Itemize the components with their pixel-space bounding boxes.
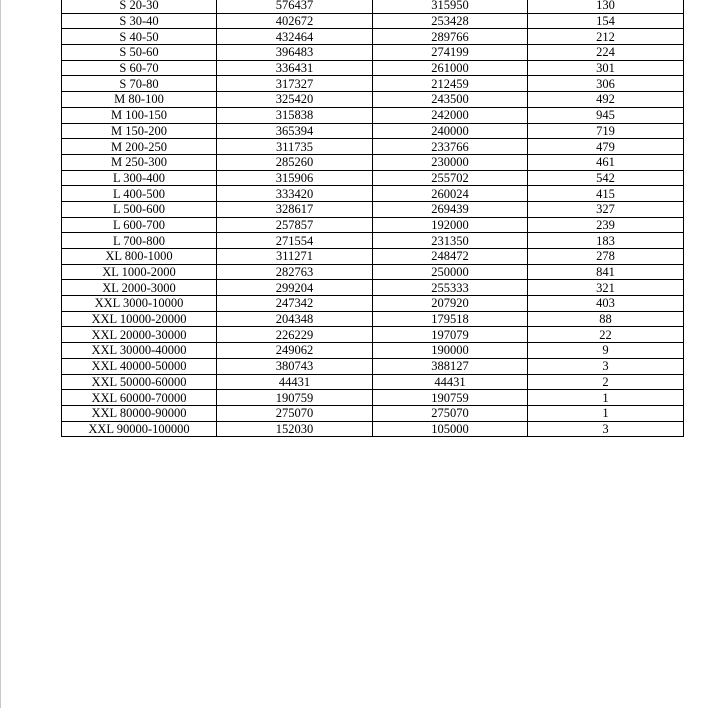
table-cell: XXL 20000-30000 [62, 327, 217, 343]
table-cell: 396483 [217, 45, 373, 61]
table-cell: 130 [528, 0, 684, 13]
table-cell: M 250-300 [62, 154, 217, 170]
table-cell: L 700-800 [62, 233, 217, 249]
table-cell: XXL 50000-60000 [62, 374, 217, 390]
table-row [62, 29, 684, 45]
table-cell: 388127 [373, 358, 528, 374]
table-cell: 239 [528, 217, 684, 233]
table-cell: S 40-50 [62, 29, 217, 45]
table-row [62, 264, 684, 280]
table-cell: 261000 [373, 60, 528, 76]
table-cell: XL 1000-2000 [62, 264, 217, 280]
table-cell: S 70-80 [62, 76, 217, 92]
table-cell: XL 2000-3000 [62, 280, 217, 296]
table-row [62, 45, 684, 61]
table-cell: 152030 [217, 421, 373, 437]
table-cell: 179518 [373, 311, 528, 327]
table-cell: 333420 [217, 186, 373, 202]
table-cell: 212459 [373, 76, 528, 92]
table-cell: 321 [528, 280, 684, 296]
table-cell: 105000 [373, 421, 528, 437]
table-cell: 248472 [373, 249, 528, 265]
table-cell: 44431 [217, 374, 373, 390]
table-cell: 380743 [217, 358, 373, 374]
table-cell: L 500-600 [62, 201, 217, 217]
table-cell: XXL 60000-70000 [62, 390, 217, 406]
page-edge [0, 0, 1, 708]
table-cell: 224 [528, 45, 684, 61]
table-cell: 285260 [217, 154, 373, 170]
table-cell: 317327 [217, 76, 373, 92]
table-cell: 192000 [373, 217, 528, 233]
table-cell: S 60-70 [62, 60, 217, 76]
table-cell: 240000 [373, 123, 528, 139]
table-row [62, 390, 684, 406]
table-cell: 327 [528, 201, 684, 217]
table-cell: 1 [528, 405, 684, 421]
table-row [62, 76, 684, 92]
table-row [62, 249, 684, 265]
table-cell: 3 [528, 421, 684, 437]
table-cell: 289766 [373, 29, 528, 45]
table-row [62, 421, 684, 437]
table-cell: 315906 [217, 170, 373, 186]
data-table [61, 0, 684, 437]
table-cell: 311271 [217, 249, 373, 265]
table-cell: L 300-400 [62, 170, 217, 186]
table-row [62, 327, 684, 343]
table-cell: XXL 10000-20000 [62, 311, 217, 327]
table-row [62, 233, 684, 249]
table-row [62, 201, 684, 217]
table-cell: S 20-30 [62, 0, 217, 13]
table-cell: 212 [528, 29, 684, 45]
table-cell: 402672 [217, 13, 373, 29]
table-cell: XXL 80000-90000 [62, 405, 217, 421]
table-cell: M 80-100 [62, 92, 217, 108]
table-cell: 249062 [217, 343, 373, 359]
table-row [62, 405, 684, 421]
table-row [62, 123, 684, 139]
table-cell: M 100-150 [62, 107, 217, 123]
table-cell: S 30-40 [62, 13, 217, 29]
table-cell: XXL 40000-50000 [62, 358, 217, 374]
table-row [62, 170, 684, 186]
table-cell: XXL 90000-100000 [62, 421, 217, 437]
table-cell: 301 [528, 60, 684, 76]
table-cell: 269439 [373, 201, 528, 217]
table-cell: 461 [528, 154, 684, 170]
table-row [62, 217, 684, 233]
table-cell: 242000 [373, 107, 528, 123]
table-row [62, 0, 684, 13]
table-cell: 403 [528, 296, 684, 312]
table-row [62, 280, 684, 296]
table-cell: 719 [528, 123, 684, 139]
table-cell: 432464 [217, 29, 373, 45]
table-cell: 311735 [217, 139, 373, 155]
table-body [62, 0, 684, 437]
table-cell: 841 [528, 264, 684, 280]
table-cell: 275070 [373, 405, 528, 421]
table-cell: 190759 [373, 390, 528, 406]
table-cell: 154 [528, 13, 684, 29]
table-cell: XL 800-1000 [62, 249, 217, 265]
table-cell: 226229 [217, 327, 373, 343]
table-cell: 3 [528, 358, 684, 374]
table-row [62, 296, 684, 312]
table-cell: 315950 [373, 0, 528, 13]
table-row [62, 343, 684, 359]
table-cell: 255702 [373, 170, 528, 186]
table-cell: 190000 [373, 343, 528, 359]
table-cell: 299204 [217, 280, 373, 296]
table-cell: 576437 [217, 0, 373, 13]
table-row [62, 92, 684, 108]
table-cell: 479 [528, 139, 684, 155]
table-cell: 542 [528, 170, 684, 186]
table-cell: L 600-700 [62, 217, 217, 233]
table-cell: 328617 [217, 201, 373, 217]
table-cell: XXL 30000-40000 [62, 343, 217, 359]
table-row [62, 107, 684, 123]
table-cell: M 150-200 [62, 123, 217, 139]
table-cell: 271554 [217, 233, 373, 249]
table-cell: 275070 [217, 405, 373, 421]
table-cell: 190759 [217, 390, 373, 406]
table-row [62, 374, 684, 390]
table-cell: 243500 [373, 92, 528, 108]
table-cell: M 200-250 [62, 139, 217, 155]
table-row [62, 60, 684, 76]
table-cell: 230000 [373, 154, 528, 170]
table-cell: 257857 [217, 217, 373, 233]
table-cell: 365394 [217, 123, 373, 139]
table-cell: 278 [528, 249, 684, 265]
table-cell: 197079 [373, 327, 528, 343]
table-cell: 492 [528, 92, 684, 108]
table-row [62, 358, 684, 374]
table-cell: 233766 [373, 139, 528, 155]
table-cell: L 400-500 [62, 186, 217, 202]
table-cell: 415 [528, 186, 684, 202]
table-cell: 250000 [373, 264, 528, 280]
table-cell: 44431 [373, 374, 528, 390]
table-cell: XXL 3000-10000 [62, 296, 217, 312]
table-row [62, 311, 684, 327]
table-cell: 9 [528, 343, 684, 359]
table-cell: 274199 [373, 45, 528, 61]
table-cell: 231350 [373, 233, 528, 249]
table-cell: 247342 [217, 296, 373, 312]
table-cell: 306 [528, 76, 684, 92]
table-cell: 945 [528, 107, 684, 123]
table-cell: 260024 [373, 186, 528, 202]
table-cell: 22 [528, 327, 684, 343]
table-cell: S 50-60 [62, 45, 217, 61]
table-cell: 325420 [217, 92, 373, 108]
table-cell: 204348 [217, 311, 373, 327]
table-cell: 2 [528, 374, 684, 390]
table-cell: 315838 [217, 107, 373, 123]
table-cell: 88 [528, 311, 684, 327]
table-cell: 183 [528, 233, 684, 249]
table-row [62, 139, 684, 155]
table-row [62, 13, 684, 29]
table-cell: 255333 [373, 280, 528, 296]
table-cell: 336431 [217, 60, 373, 76]
table-row [62, 154, 684, 170]
table-cell: 253428 [373, 13, 528, 29]
table-cell: 207920 [373, 296, 528, 312]
table-cell: 1 [528, 390, 684, 406]
table-row [62, 186, 684, 202]
table-cell: 282763 [217, 264, 373, 280]
